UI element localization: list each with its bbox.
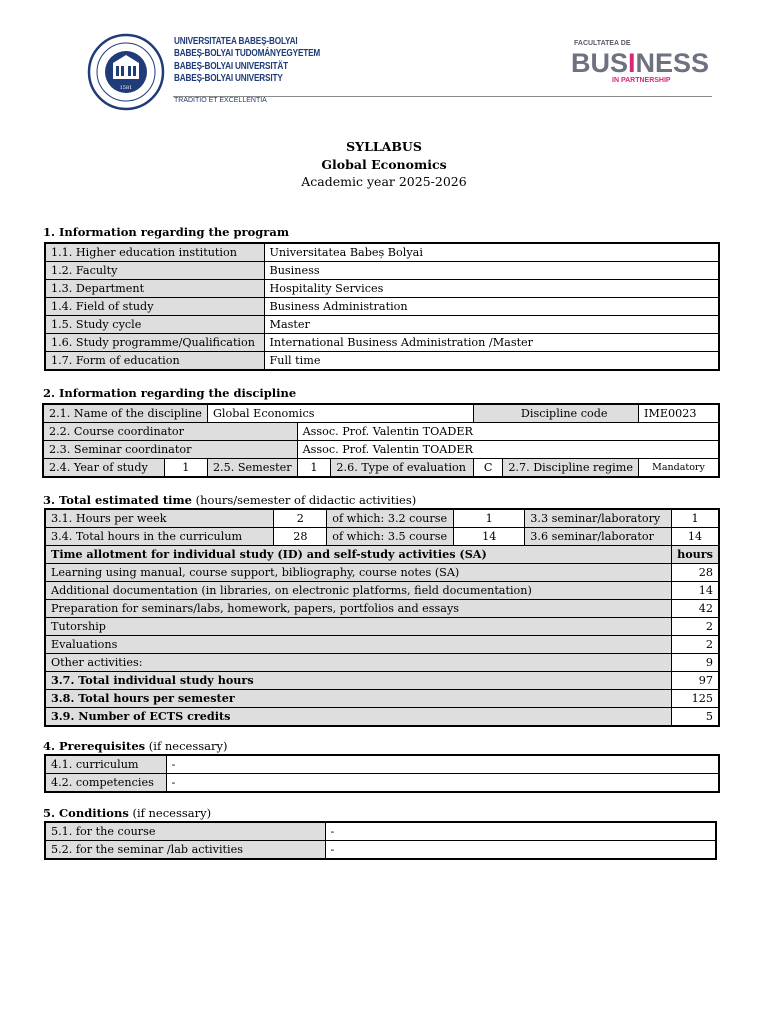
table-row <box>45 618 719 636</box>
table-row <box>45 774 719 793</box>
allotment-header: Time allotment for individual study (ID) and self-study activities (SA) <box>45 546 672 564</box>
prerequisite-value: - <box>166 755 719 774</box>
row-value: Business Administration <box>264 298 719 316</box>
total-course-label: of which: 3.5 course <box>327 528 454 546</box>
row-label: 1.7. Form of education <box>45 352 264 371</box>
condition-label: 5.1. for the course <box>45 822 325 841</box>
row-value: Hospitality Services <box>264 280 719 298</box>
time-estimate-table <box>44 508 720 727</box>
discipline-code-label: Discipline code <box>473 404 638 423</box>
total-label: 3.9. Number of ECTS credits <box>45 708 672 727</box>
row-label: 1.2. Faculty <box>45 262 264 280</box>
table-row <box>45 280 719 298</box>
table-row <box>45 352 719 371</box>
seminar-coordinator-label: 2.3. Seminar coordinator <box>43 441 297 459</box>
section1-heading: 1. Information regarding the program <box>43 225 289 239</box>
total-label: 3.8. Total hours per semester <box>45 690 672 708</box>
table-row <box>45 528 719 546</box>
activity-hours: 9 <box>672 654 719 672</box>
table-row <box>45 690 719 708</box>
prerequisite-value: - <box>166 774 719 793</box>
row-value: Universitatea Babeș Bolyai <box>264 243 719 262</box>
hours-per-week-label: 3.1. Hours per week <box>45 509 274 528</box>
seminar-coordinator-value: Assoc. Prof. Valentin TOADER <box>297 441 719 459</box>
academic-year: Academic year 2025-2026 <box>301 174 467 189</box>
total-seminar-label: 3.6 seminar/laborator <box>525 528 672 546</box>
university-name: UNIVERSITATEA BABEȘ-BOLYAI BABEȘ-BOLYAI TUDOMÁNYEGYETEM BABEȘ-BOLYAI UNIVERSITÄT BABEȘ-BOLYAI UNIVERSITY <box>174 36 321 85</box>
condition-label: 5.2. for the seminar /lab activities <box>45 841 325 860</box>
faculty-logo-top: FACULTATEA DE <box>574 40 631 47</box>
conditions-table <box>44 821 717 860</box>
table-row <box>45 672 719 690</box>
row-label: 1.6. Study programme/Qualification <box>45 334 264 352</box>
activity-label: Other activities: <box>45 654 672 672</box>
table-row <box>45 298 719 316</box>
discipline-name-label: 2.1. Name of the discipline <box>43 404 207 423</box>
table-row <box>45 582 719 600</box>
total-course-value: 14 <box>454 528 525 546</box>
table-row <box>45 509 719 528</box>
table-row <box>45 334 719 352</box>
table-row <box>45 636 719 654</box>
row-label: 1.4. Field of study <box>45 298 264 316</box>
activity-hours: 28 <box>672 564 719 582</box>
year-value: 1 <box>164 459 207 478</box>
activity-label: Additional documentation (in libraries, on electronic platforms, field documentation) <box>45 582 672 600</box>
semester-value: 1 <box>297 459 331 478</box>
faculty-logo: BUSINESS <box>571 48 710 78</box>
course-hours-value: 1 <box>454 509 525 528</box>
table-row <box>45 654 719 672</box>
condition-value: - <box>325 841 716 860</box>
total-curriculum-value: 28 <box>274 528 327 546</box>
activity-label: Evaluations <box>45 636 672 654</box>
table-row <box>45 600 719 618</box>
total-curriculum-label: 3.4. Total hours in the curriculum <box>45 528 274 546</box>
table-row <box>45 841 716 860</box>
table-row <box>43 441 719 459</box>
regime-label: 2.7. Discipline regime <box>503 459 639 478</box>
total-value: 97 <box>672 672 719 690</box>
activity-hours: 42 <box>672 600 719 618</box>
university-motto: TRADITIO ET EXCELLENTIA <box>174 97 267 104</box>
table-row <box>45 546 719 564</box>
condition-value: - <box>325 822 716 841</box>
row-value: International Business Administration /Master <box>264 334 719 352</box>
prerequisites-table <box>44 754 720 793</box>
course-hours-label: of which: 3.2 course <box>327 509 454 528</box>
evaluation-label: 2.6. Type of evaluation <box>331 459 473 478</box>
hours-per-week-value: 2 <box>274 509 327 528</box>
row-value: Master <box>264 316 719 334</box>
activity-hours: 14 <box>672 582 719 600</box>
total-label: 3.7. Total individual study hours <box>45 672 672 690</box>
evaluation-value: C <box>473 459 502 478</box>
university-seal-logo <box>86 33 166 111</box>
table-row <box>45 564 719 582</box>
faculty-logo-sub: IN PARTNERSHIP <box>612 77 671 84</box>
header-divider <box>173 96 712 97</box>
activity-label: Tutorship <box>45 618 672 636</box>
section2-heading: 2. Information regarding the discipline <box>43 386 297 400</box>
semester-label: 2.5. Semester <box>207 459 297 478</box>
discipline-name-value: Global Economics <box>207 404 473 423</box>
course-coordinator-value: Assoc. Prof. Valentin TOADER <box>297 423 719 441</box>
program-info-table <box>44 242 720 371</box>
activity-label: Preparation for seminars/labs, homework, papers, portfolios and essays <box>45 600 672 618</box>
total-value: 5 <box>672 708 719 727</box>
prerequisite-label: 4.1. curriculum <box>45 755 166 774</box>
year-label: 2.4. Year of study <box>43 459 164 478</box>
table-row <box>43 459 719 478</box>
seminar-hours-value: 1 <box>672 509 719 528</box>
table-row <box>45 755 719 774</box>
table-row <box>43 404 719 423</box>
section4-heading: 4. Prerequisites (if necessary) <box>43 739 228 753</box>
row-label: 1.3. Department <box>45 280 264 298</box>
regime-value: Mandatory <box>639 459 720 478</box>
course-title: Global Economics <box>321 157 447 172</box>
total-seminar-value: 14 <box>672 528 719 546</box>
activity-hours: 2 <box>672 636 719 654</box>
total-value: 125 <box>672 690 719 708</box>
table-row <box>45 243 719 262</box>
prerequisite-label: 4.2. competencies <box>45 774 166 793</box>
table-row <box>45 262 719 280</box>
table-row <box>45 708 719 727</box>
seminar-hours-label: 3.3 seminar/laboratory <box>525 509 672 528</box>
row-value: Full time <box>264 352 719 371</box>
section5-heading: 5. Conditions (if necessary) <box>43 806 212 820</box>
activity-hours: 2 <box>672 618 719 636</box>
allotment-unit: hours <box>672 546 719 564</box>
activity-label: Learning using manual, course support, bibliography, course notes (SA) <box>45 564 672 582</box>
course-coordinator-label: 2.2. Course coordinator <box>43 423 297 441</box>
discipline-info-table <box>42 403 720 478</box>
row-label: 1.5. Study cycle <box>45 316 264 334</box>
table-row <box>45 316 719 334</box>
table-row <box>45 822 716 841</box>
section3-heading: 3. Total estimated time (hours/semester of didactic activities) <box>43 493 417 507</box>
row-label: 1.1. Higher education institution <box>45 243 264 262</box>
document-title: SYLLABUS <box>346 139 422 154</box>
table-row <box>43 423 719 441</box>
discipline-code-value: IME0023 <box>639 404 720 423</box>
svg-text:1581: 1581 <box>119 85 133 91</box>
row-value: Business <box>264 262 719 280</box>
